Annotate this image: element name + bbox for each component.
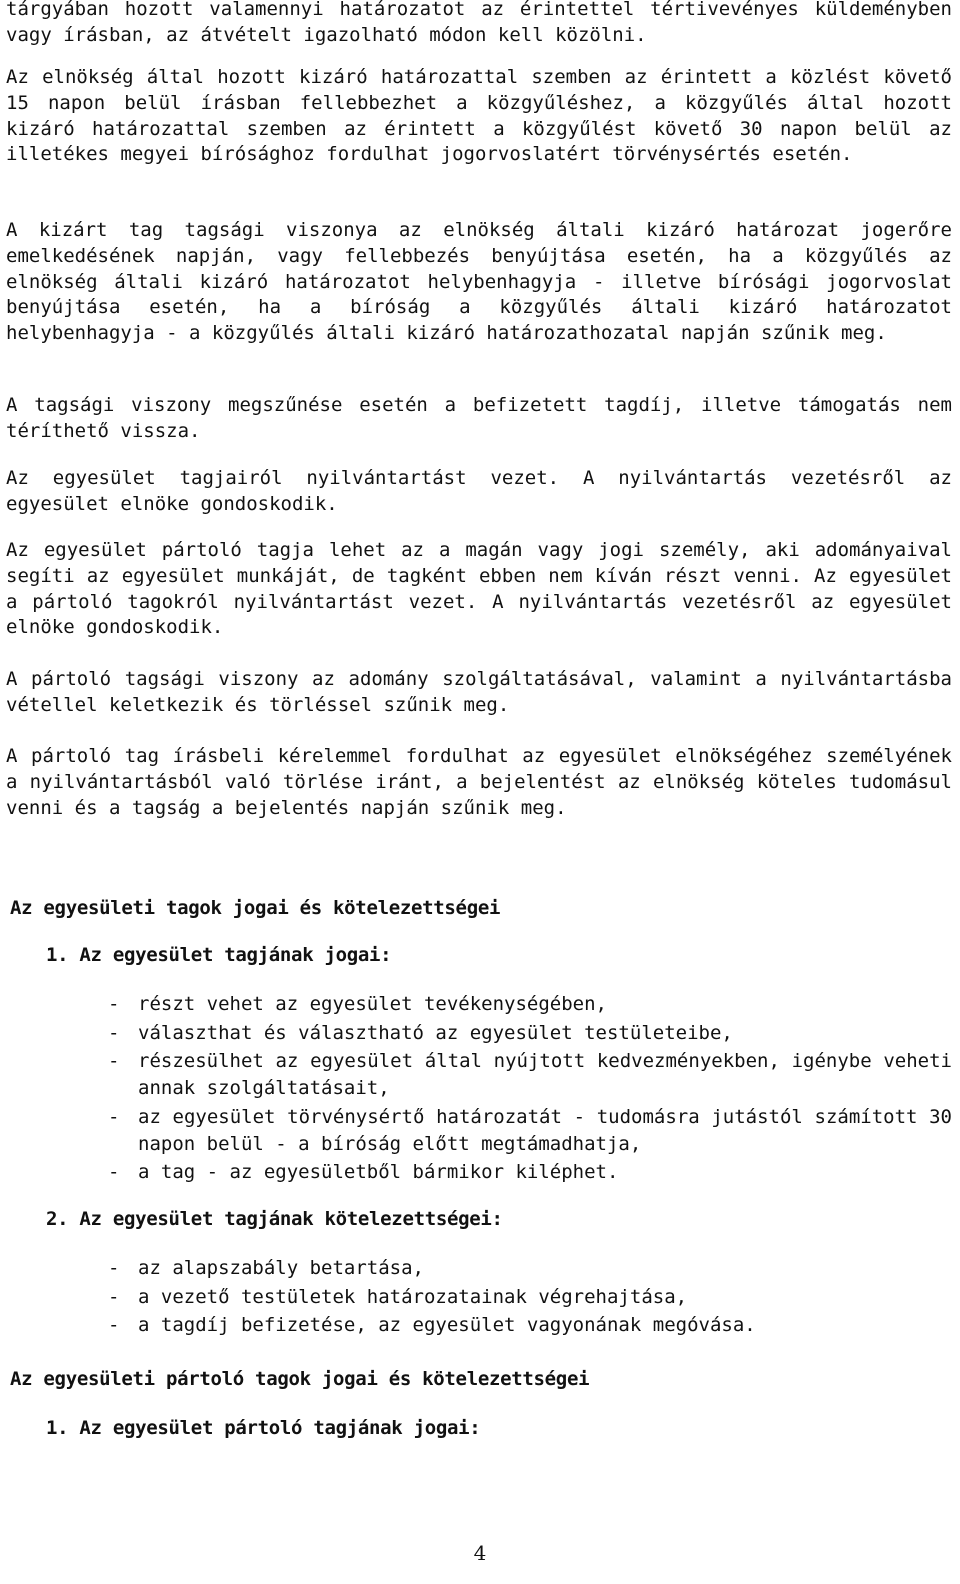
dash-marker: - bbox=[108, 1161, 120, 1183]
list-item: - részesülhet az egyesület által nyújtott kedvezményekben, igénybe veheti annak szolgáltatásait, bbox=[108, 1050, 952, 1099]
list-item: - részt vehet az egyesület tevékenységében, bbox=[108, 991, 952, 1018]
subheading-member-rights: 1. Az egyesület tagjának jogai: bbox=[46, 944, 392, 966]
dash-marker: - bbox=[108, 993, 120, 1015]
dash-marker: - bbox=[108, 1314, 120, 1336]
paragraph-supporting-member: Az egyesület pártoló tagja lehet az a magán vagy jogi személy, aki adományaival segíti az egyesület munkáját, de tagként ebben nem kíván részt venni. Az egyesület a pártoló tagokról nyilvántartást vezet. A nyilvántartás vezetésről az egyesület elnöke gondoskodik. bbox=[6, 539, 952, 639]
dash-marker: - bbox=[108, 1105, 120, 1128]
dash-marker: - bbox=[108, 1021, 120, 1044]
paragraph-fee-refund: A tagsági viszony megszűnése esetén a befizetett tagdíj, illetve támogatás nem téríthető vissza. bbox=[6, 394, 952, 442]
paragraph-supporting-removal: A pártoló tag írásbeli kérelemmel fordulhat az egyesület elnökségéhez személyének a nyilvántartásból való törlése iránt, a bejelentést az elnökség köteles tudomásul venni és a tagság a bejelentés napján szűnik meg. bbox=[6, 745, 952, 819]
list-item: - a vezető testületek határozatainak végrehajtása, bbox=[108, 1284, 952, 1311]
member-duties-list bbox=[108, 1255, 952, 1341]
subheading-member-duties: 2. Az egyesület tagjának kötelezettségei: bbox=[46, 1208, 503, 1230]
section-heading-member-rights-duties: Az egyesületi tagok jogai és kötelezettségei bbox=[10, 897, 501, 919]
subheading-supporting-rights: 1. Az egyesület pártoló tagjának jogai: bbox=[46, 1417, 481, 1439]
dash-marker: - bbox=[108, 1257, 120, 1279]
paragraph-supporting-membership: A pártoló tagsági viszony az adomány szolgáltatásával, valamint a nyilvántartásba vétellel keletkezik és törléssel szűnik meg. bbox=[6, 668, 952, 716]
paragraph-registry: Az egyesület tagjairól nyilvántartást vezet. A nyilvántartás vezetésről az egyesület elnöke gondoskodik. bbox=[6, 467, 952, 515]
page-number: 4 bbox=[473, 1541, 487, 1565]
list-item: - az egyesület törvénysértő határozatát - tudomásra jutástól számított 30 napon belül - a bíróság előtt megtámadhatja, bbox=[108, 1105, 952, 1155]
dash-marker: - bbox=[108, 1285, 120, 1308]
list-item: - a tag - az egyesületből bármikor kiléphet. bbox=[108, 1159, 952, 1186]
member-rights-list bbox=[108, 991, 952, 1188]
list-item: - az alapszabály betartása, bbox=[108, 1255, 952, 1282]
paragraph-delivery: tárgyában hozott valamennyi határozatot az érintettel tértivevényes küldeményben vagy írásban, az átvételt igazolható módon kell közölni. bbox=[6, 0, 952, 46]
list-item: - választhat és választható az egyesület testületeibe, bbox=[108, 1020, 952, 1047]
paragraph-appeal: Az elnökség által hozott kizáró határozattal szemben az érintett a közlést követő 15 napon belül írásban fellebbezhet a közgyűléshez, a közgyűlés által hozott kizáró határozattal szemben az érintett a közgyűlést követő 30 napon belül az illetékes megyei bírósághoz fordulhat jogorvoslatért törvénysértés esetén. bbox=[6, 66, 952, 166]
list-item: - a tagdíj befizetése, az egyesület vagyonának megóvása. bbox=[108, 1312, 952, 1339]
dash-marker: - bbox=[108, 1050, 120, 1072]
paragraph-expelled-member: A kizárt tag tagsági viszonya az elnökség általi kizáró határozat jogerőre emelkedésének napján, vagy fellebbezés benyújtása esetén, ha a közgyűlés az elnökség általi kizáró határozatot helybenhagyja - illetve bírósági jogorvoslat benyújtása esetén, ha a bíróság a közgyűlés általi kizáró határozatot helybenhagyja - a közgyűlés általi kizáró határozathozatal napján szűnik meg. bbox=[6, 219, 952, 345]
section-heading-supporting-rights-duties: Az egyesületi pártoló tagok jogai és kötelezettségei bbox=[10, 1368, 590, 1390]
